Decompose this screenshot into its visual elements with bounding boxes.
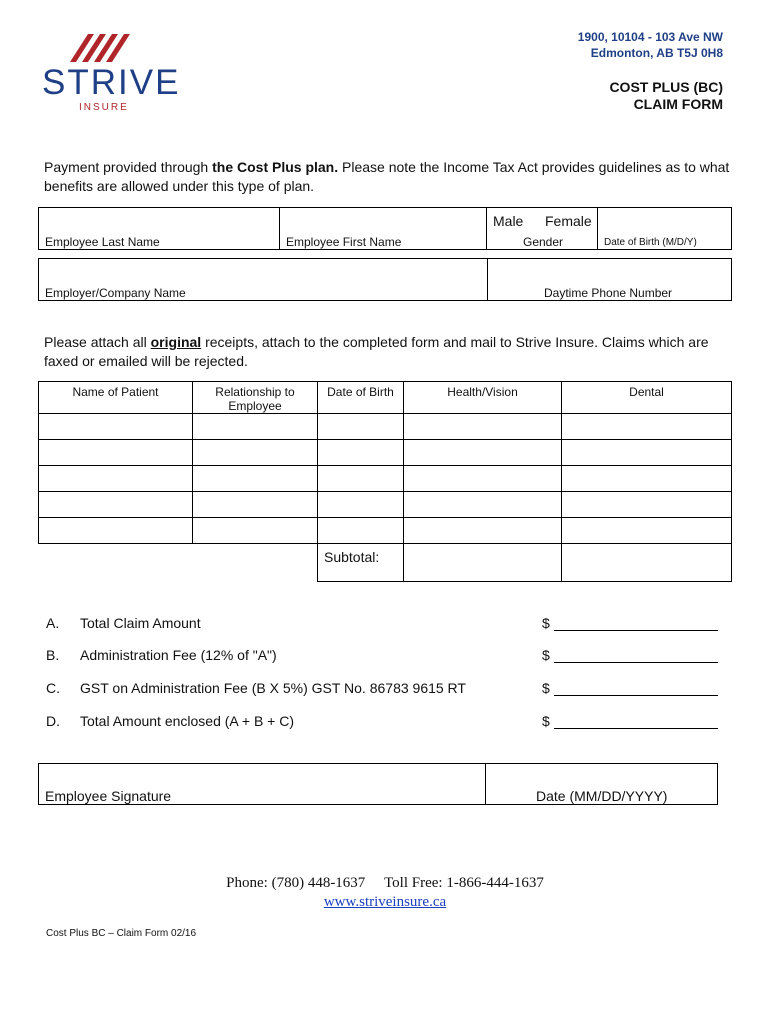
attach-text-post: receipts, attach to the completed form and mail to Strive Insure. Claims which are faxed or emailed will be rejected. <box>44 334 709 369</box>
amount-line[interactable] <box>554 715 718 729</box>
employee-info-table <box>38 207 732 250</box>
header-date-of-birth: Date of Birth <box>318 382 404 414</box>
table-row <box>39 466 732 492</box>
relationship-cell[interactable] <box>193 466 318 492</box>
birth-date-cell[interactable] <box>318 466 404 492</box>
summary-amount-field[interactable] <box>542 713 718 729</box>
amount-line[interactable] <box>554 649 718 663</box>
attach-receipts-note <box>44 333 734 371</box>
health-vision-cell[interactable] <box>404 414 562 440</box>
employer-company-label: Employer/Company Name <box>45 286 186 300</box>
form-title-line-1: COST PLUS (BC) <box>609 79 723 95</box>
attach-text-underlined: original <box>150 334 202 350</box>
intro-text-bold: the Cost Plus plan. <box>212 159 339 175</box>
gender-male-option[interactable]: Male <box>493 213 524 229</box>
subtotal-health-vision-cell[interactable] <box>404 544 562 582</box>
employer-info-table <box>38 258 732 301</box>
address-line-1: 1900, 10104 - 103 Ave NW <box>577 30 723 44</box>
claims-table <box>38 381 732 582</box>
form-code: Cost Plus BC – Claim Form 02/16 <box>46 928 197 939</box>
signature-table <box>38 763 718 805</box>
header-name-of-patient: Name of Patient <box>39 382 193 414</box>
table-row <box>39 492 732 518</box>
patient-name-cell[interactable] <box>39 440 193 466</box>
subtotal-dental-cell[interactable] <box>562 544 732 582</box>
dental-cell[interactable] <box>562 492 732 518</box>
summary-letter: C. <box>46 680 60 696</box>
birth-date-cell[interactable] <box>318 440 404 466</box>
contact-info <box>0 875 770 892</box>
address-line-2: Edmonton, AB T5J 0H8 <box>590 46 723 60</box>
birth-date-cell[interactable] <box>318 518 404 544</box>
relationship-cell[interactable] <box>193 440 318 466</box>
table-row <box>39 414 732 440</box>
summary-description: GST on Administration Fee (B X 5%) GST No. 86783 9615 RT <box>80 680 466 696</box>
strive-logo <box>42 30 181 115</box>
patient-name-cell[interactable] <box>39 492 193 518</box>
subtotal-label: Subtotal: <box>318 544 404 582</box>
health-vision-cell[interactable] <box>404 518 562 544</box>
summary-description: Administration Fee (12% of "A") <box>80 647 277 663</box>
summary-letter: B. <box>46 647 60 663</box>
table-row <box>39 440 732 466</box>
summary-amount-field[interactable] <box>542 647 718 663</box>
header-health-vision: Health/Vision <box>404 382 562 414</box>
dental-cell[interactable] <box>562 440 732 466</box>
dental-cell[interactable] <box>562 414 732 440</box>
website-line <box>0 894 770 911</box>
company-address <box>578 29 723 61</box>
dental-cell[interactable] <box>562 466 732 492</box>
daytime-phone-field[interactable] <box>488 259 732 301</box>
employee-last-name-field[interactable] <box>39 208 280 250</box>
currency-symbol: $ <box>542 615 550 631</box>
currency-symbol: $ <box>542 680 550 696</box>
summary-amount-field[interactable] <box>542 615 718 631</box>
gender-label: Gender <box>523 235 564 249</box>
summary-row-c <box>46 680 726 700</box>
header-relationship: Relationship to Employee <box>193 382 318 414</box>
intro-text-post: Please note the Income Tax Act provides guidelines as to what benefits are allowed under this type of plan. <box>44 159 730 194</box>
gender-field[interactable] <box>487 208 598 250</box>
relationship-cell[interactable] <box>193 518 318 544</box>
employee-signature-label: Employee Signature <box>45 788 172 804</box>
signature-date-field[interactable] <box>486 764 718 805</box>
summary-row-d <box>46 713 726 733</box>
subtotal-row <box>39 544 732 582</box>
signature-date-label: Date (MM/DD/YYYY) <box>536 788 668 804</box>
daytime-phone-label: Daytime Phone Number <box>544 286 673 300</box>
currency-symbol: $ <box>542 713 550 729</box>
header-dental: Dental <box>562 382 732 414</box>
gender-female-option[interactable]: Female <box>545 213 592 229</box>
summary-letter: A. <box>46 615 60 631</box>
employee-first-name-label: Employee First Name <box>286 235 402 249</box>
employer-company-field[interactable] <box>39 259 488 301</box>
birth-date-cell[interactable] <box>318 414 404 440</box>
health-vision-cell[interactable] <box>404 492 562 518</box>
employee-signature-field[interactable] <box>39 764 486 805</box>
intro-text-pre: Payment provided through <box>44 159 213 175</box>
summary-description: Total Amount enclosed (A + B + C) <box>80 713 295 729</box>
summary-amount-field[interactable] <box>542 680 718 696</box>
attach-text-pre: Please attach all <box>44 334 151 350</box>
form-title <box>609 79 723 113</box>
form-title-line-2: CLAIM FORM <box>633 96 723 112</box>
amount-line[interactable] <box>554 682 718 696</box>
currency-symbol: $ <box>542 647 550 663</box>
date-of-birth-field[interactable] <box>598 208 732 250</box>
logo-stripes-icon <box>70 30 150 62</box>
patient-name-cell[interactable] <box>39 414 193 440</box>
dental-cell[interactable] <box>562 518 732 544</box>
relationship-cell[interactable] <box>193 492 318 518</box>
birth-date-cell[interactable] <box>318 492 404 518</box>
summary-row-a <box>46 615 726 635</box>
patient-name-cell[interactable] <box>39 466 193 492</box>
patient-name-cell[interactable] <box>39 518 193 544</box>
summary-description: Total Claim Amount <box>80 615 201 631</box>
date-of-birth-label: Date of Birth (M/D/Y) <box>604 237 697 248</box>
amount-line[interactable] <box>554 617 718 631</box>
contact-toll-free: Toll Free: 1-866-444-1637 <box>384 875 544 891</box>
website-link[interactable]: www.striveinsure.ca <box>323 894 447 910</box>
contact-phone: Phone: (780) 448-1637 <box>226 875 366 891</box>
summary-row-b <box>46 647 726 667</box>
summary-letter: D. <box>46 713 60 729</box>
logo-subtext: INSURE <box>79 102 129 113</box>
relationship-cell[interactable] <box>193 414 318 440</box>
intro-paragraph <box>44 158 734 196</box>
table-row <box>39 518 732 544</box>
claims-table-header-row <box>39 382 732 414</box>
health-vision-cell[interactable] <box>404 440 562 466</box>
logo-name: STRIVE <box>42 63 181 102</box>
employee-first-name-field[interactable] <box>280 208 487 250</box>
employee-last-name-label: Employee Last Name <box>45 235 160 249</box>
health-vision-cell[interactable] <box>404 466 562 492</box>
